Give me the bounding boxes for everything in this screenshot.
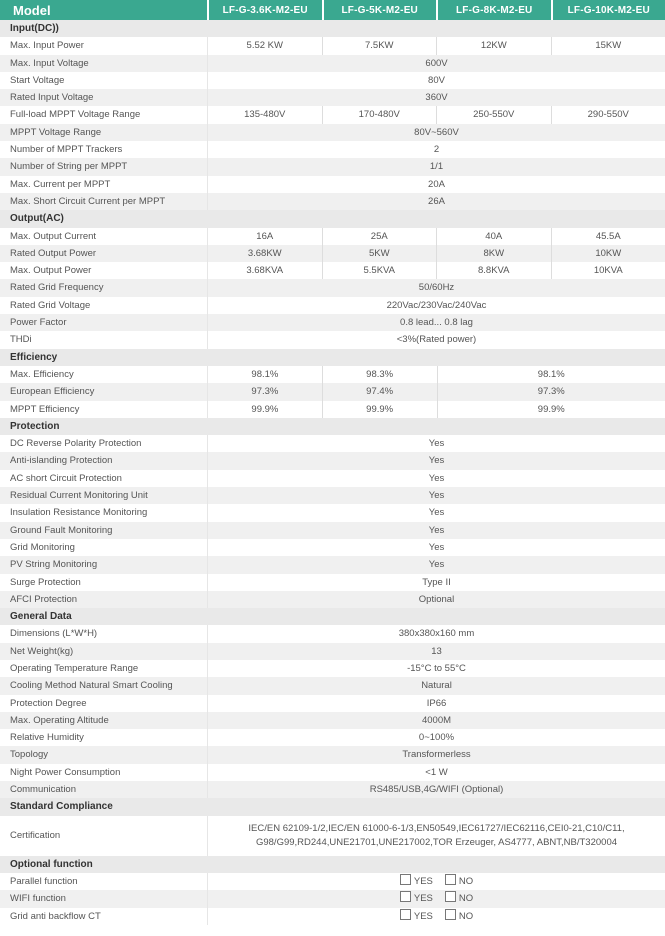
spec-value: 8KW <box>436 245 551 262</box>
spec-value: 0.8 lead... 0.8 lag <box>207 314 665 331</box>
spec-label: Night Power Consumption <box>10 766 121 778</box>
model-name: LF-G-10K-M2-EU <box>551 0 665 20</box>
spec-value: 12KW <box>436 37 551 54</box>
spec-label: Rated Grid Frequency <box>10 282 104 294</box>
spec-row <box>0 55 665 72</box>
spec-label: European Efficiency <box>10 386 95 398</box>
spec-value: 3.68KW <box>207 245 322 262</box>
spec-row <box>0 37 665 54</box>
spec-label: Rated Output Power <box>10 247 97 259</box>
spec-label: Max. Output Current <box>10 230 97 242</box>
spec-label: Cooling Method Natural Smart Cooling <box>10 680 173 692</box>
spec-value: 2 <box>207 141 665 158</box>
spec-row <box>0 873 665 890</box>
section-heading: Efficiency <box>0 349 665 366</box>
spec-value: Yes <box>207 470 665 487</box>
spec-label: Dimensions (L*W*H) <box>10 628 98 640</box>
spec-value: 80V~560V <box>207 124 665 141</box>
spec-label: Max. Input Power <box>10 40 84 52</box>
spec-row <box>0 470 665 487</box>
option-no[interactable] <box>445 890 473 907</box>
spec-value: 380x380x160 mm <box>207 625 665 642</box>
spec-value: Yes <box>207 487 665 504</box>
spec-label: Rated Input Voltage <box>10 92 94 104</box>
spec-value: RS485/USB,4G/WIFI (Optional) <box>207 781 665 798</box>
spec-value: IEC/EN 62109-1/2,IEC/EN 61000-6-1/3,EN50549,IEC61727/IEC62116,CEI0-21,C10/C11, G98/G99,RD244,UNE21701,UNE217002,TOR Erzeuger, AS4777, ABNT,NB/T320004 <box>207 816 665 856</box>
spec-value: 98.1% <box>437 366 665 383</box>
spec-row <box>0 556 665 573</box>
section-heading: General Data <box>0 608 665 625</box>
spec-value: 0~100% <box>207 729 665 746</box>
spec-value: -15°C to 55°C <box>207 660 665 677</box>
checkbox-icon[interactable] <box>445 909 456 920</box>
option-yes[interactable] <box>400 890 433 907</box>
spec-label: Certification <box>10 829 61 841</box>
checkbox-icon[interactable] <box>400 909 411 920</box>
spec-value: <1 W <box>207 764 665 781</box>
checkbox-icon[interactable] <box>400 891 411 902</box>
spec-row <box>0 890 665 907</box>
spec-label: PV String Monitoring <box>10 559 98 571</box>
spec-value: 3.68KVA <box>207 262 322 279</box>
spec-value: 360V <box>207 89 665 106</box>
section-heading: Optional function <box>0 856 665 873</box>
spec-row <box>0 89 665 106</box>
spec-value: 99.9% <box>322 401 437 418</box>
spec-label: Max. Output Power <box>10 265 92 277</box>
spec-label: Communication <box>10 784 76 796</box>
spec-row <box>0 712 665 729</box>
spec-label: Topology <box>10 749 49 761</box>
spec-row <box>0 72 665 89</box>
spec-row <box>0 625 665 642</box>
spec-label: Max. Current per MPPT <box>10 178 111 190</box>
spec-value: 170-480V <box>322 106 437 123</box>
spec-row <box>0 781 665 798</box>
spec-label: Number of MPPT Trackers <box>10 144 123 156</box>
spec-value: 135-480V <box>207 106 322 123</box>
spec-label: Rated Grid Voltage <box>10 299 91 311</box>
spec-value: 45.5A <box>551 228 665 245</box>
spec-row <box>0 401 665 418</box>
spec-row <box>0 383 665 400</box>
spec-value: Yes <box>207 452 665 469</box>
spec-row <box>0 643 665 660</box>
spec-label: MPPT Efficiency <box>10 403 80 415</box>
spec-row <box>0 764 665 781</box>
spec-row <box>0 262 665 279</box>
option-label: NO <box>458 910 474 922</box>
spec-row <box>0 487 665 504</box>
spec-value: 80V <box>207 72 665 89</box>
spec-value: IP66 <box>207 695 665 712</box>
spec-row <box>0 591 665 608</box>
checkbox-icon[interactable] <box>445 874 456 885</box>
spec-row <box>0 695 665 712</box>
model-name: LF-G-5K-M2-EU <box>322 0 437 20</box>
spec-row <box>0 331 665 348</box>
section-heading: Protection <box>0 418 665 435</box>
section-heading: Standard Compliance <box>0 798 665 815</box>
spec-value: 290-550V <box>551 106 665 123</box>
spec-row <box>0 124 665 141</box>
spec-row <box>0 106 665 123</box>
spec-row <box>0 193 665 210</box>
spec-body <box>0 20 665 925</box>
spec-row <box>0 141 665 158</box>
spec-value: <3%(Rated power) <box>207 331 665 348</box>
model-header-row <box>0 0 665 20</box>
spec-value: 50/60Hz <box>207 279 665 296</box>
section-heading: Output(AC) <box>0 210 665 227</box>
spec-row <box>0 314 665 331</box>
spec-value: 26A <box>207 193 665 210</box>
spec-label: Max. Operating Altitude <box>10 714 109 726</box>
spec-row <box>0 522 665 539</box>
spec-label: Surge Protection <box>10 576 81 588</box>
spec-value: 99.9% <box>437 401 665 418</box>
spec-value: 10KVA <box>551 262 665 279</box>
spec-value: Yes <box>207 504 665 521</box>
spec-value: 97.3% <box>207 383 322 400</box>
spec-value: 40A <box>436 228 551 245</box>
spec-value: Yes <box>207 556 665 573</box>
spec-value: 97.3% <box>437 383 665 400</box>
spec-value: Type II <box>207 574 665 591</box>
spec-row <box>0 574 665 591</box>
model-label: Model <box>13 2 51 18</box>
spec-label: AC short Circuit Protection <box>10 472 122 484</box>
spec-label: Grid Monitoring <box>10 541 75 553</box>
spec-value: 97.4% <box>322 383 437 400</box>
option-yes[interactable] <box>400 908 433 925</box>
spec-label: Full-load MPPT Voltage Range <box>10 109 141 121</box>
spec-row <box>0 816 665 856</box>
spec-label: Net Weight(kg) <box>10 645 74 657</box>
spec-value: 600V <box>207 55 665 72</box>
spec-label: WIFI function <box>10 893 66 905</box>
checkbox-icon[interactable] <box>400 874 411 885</box>
spec-value: 99.9% <box>207 401 322 418</box>
spec-row <box>0 176 665 193</box>
spec-label: DC Reverse Polarity Protection <box>10 438 142 450</box>
spec-label: Max. Efficiency <box>10 368 74 380</box>
spec-label: Grid anti backflow CT <box>10 910 101 922</box>
option-label: YES <box>413 893 433 905</box>
spec-value: 13 <box>207 643 665 660</box>
spec-value: 220Vac/230Vac/240Vac <box>207 297 665 314</box>
spec-value: 4000M <box>207 712 665 729</box>
spec-row <box>0 297 665 314</box>
spec-value: 1/1 <box>207 158 665 175</box>
spec-value: 8.8KVA <box>436 262 551 279</box>
spec-row <box>0 366 665 383</box>
spec-value: Yes <box>207 539 665 556</box>
spec-label: Residual Current Monitoring Unit <box>10 490 148 502</box>
option-no[interactable] <box>445 908 473 925</box>
spec-label: Number of String per MPPT <box>10 161 128 173</box>
spec-value: Yes <box>207 435 665 452</box>
spec-value: 250-550V <box>436 106 551 123</box>
spec-row <box>0 660 665 677</box>
option-cell <box>207 908 665 925</box>
spec-label: Relative Humidity <box>10 732 84 744</box>
spec-row <box>0 539 665 556</box>
spec-value: 98.3% <box>322 366 437 383</box>
option-label: YES <box>413 875 433 887</box>
option-label: NO <box>458 893 474 905</box>
spec-value: 5.5KVA <box>322 262 437 279</box>
spec-row <box>0 279 665 296</box>
spec-value: Transformerless <box>207 746 665 763</box>
spec-value: 10KW <box>551 245 665 262</box>
spec-value: 20A <box>207 176 665 193</box>
spec-label: Max. Input Voltage <box>10 57 89 69</box>
spec-row <box>0 729 665 746</box>
spec-value: 15KW <box>551 37 665 54</box>
spec-row <box>0 504 665 521</box>
spec-value: 5KW <box>322 245 437 262</box>
option-cell <box>207 873 665 890</box>
spec-value: Natural <box>207 677 665 694</box>
spec-label: Power Factor <box>10 317 67 329</box>
spec-label: Start Voltage <box>10 74 65 86</box>
spec-label: Ground Fault Monitoring <box>10 524 113 536</box>
spec-label: Max. Short Circuit Current per MPPT <box>10 195 166 207</box>
spec-row <box>0 452 665 469</box>
spec-row <box>0 435 665 452</box>
model-name: LF-G-3.6K-M2-EU <box>207 0 322 20</box>
spec-label: Parallel function <box>10 875 78 887</box>
option-no[interactable] <box>445 873 473 890</box>
spec-label: Insulation Resistance Monitoring <box>10 507 148 519</box>
spec-value: 5.52 KW <box>207 37 322 54</box>
spec-row <box>0 677 665 694</box>
spec-row <box>0 746 665 763</box>
checkbox-icon[interactable] <box>445 891 456 902</box>
spec-label: Anti-islanding Protection <box>10 455 113 467</box>
model-name: LF-G-8K-M2-EU <box>436 0 551 20</box>
spec-label: Operating Temperature Range <box>10 662 139 674</box>
spec-value: 98.1% <box>207 366 322 383</box>
option-cell <box>207 890 665 907</box>
option-label: NO <box>458 875 474 887</box>
spec-value: Optional <box>207 591 665 608</box>
spec-label: AFCI Protection <box>10 593 78 605</box>
spec-label: Protection Degree <box>10 697 87 709</box>
spec-row <box>0 228 665 245</box>
option-yes[interactable] <box>400 873 433 890</box>
spec-value: Yes <box>207 522 665 539</box>
spec-value: 16A <box>207 228 322 245</box>
section-heading: Input(DC)) <box>0 20 665 37</box>
spec-value: 25A <box>322 228 437 245</box>
spec-label: THDi <box>10 334 32 346</box>
spec-row <box>0 158 665 175</box>
spec-row <box>0 908 665 925</box>
option-label: YES <box>413 910 433 922</box>
spec-label: MPPT Voltage Range <box>10 126 102 138</box>
spec-row <box>0 245 665 262</box>
spec-value: 7.5KW <box>322 37 437 54</box>
